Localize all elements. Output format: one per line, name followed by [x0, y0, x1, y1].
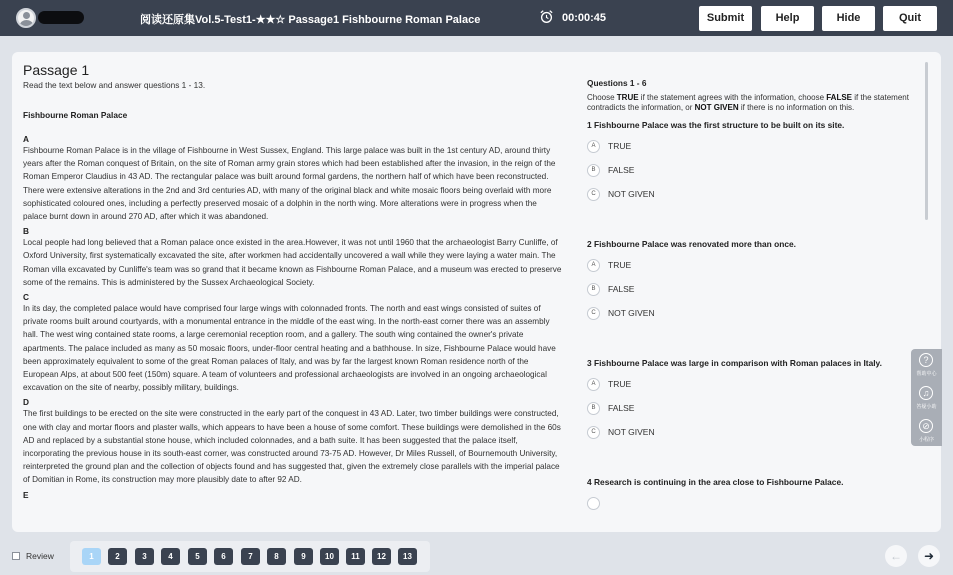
hide-button[interactable]: Hide [822, 6, 875, 31]
qa-assistant-tool[interactable] [911, 382, 942, 414]
option-not-given[interactable] [587, 186, 932, 202]
option-label: TRUE [608, 260, 632, 270]
question-nav-1[interactable]: 1 [82, 548, 101, 565]
question-nav-4[interactable]: 4 [161, 548, 180, 565]
option-label: TRUE [608, 141, 632, 151]
question-mark-icon: ? [919, 353, 933, 367]
tool-label: 小程序 [918, 437, 934, 443]
question-4 [587, 477, 932, 511]
option-letter[interactable]: C [587, 307, 600, 320]
question-1 [587, 120, 932, 202]
top-bar [0, 0, 953, 36]
option-letter[interactable]: C [587, 426, 600, 439]
question-text: 3 Fishbourne Palace was large in comparison with Roman palaces in Italy. [587, 358, 882, 368]
option-label: TRUE [608, 379, 632, 389]
timer-readout: 00:00:45 [562, 12, 607, 24]
option-letter[interactable]: A [587, 259, 600, 272]
scrollbar-thumb[interactable] [925, 62, 928, 220]
passage-title: Passage 1 [23, 62, 90, 78]
option-false[interactable] [587, 162, 932, 178]
headset-icon: ♫ [919, 386, 933, 400]
question-range: Questions 1 - 6 [587, 78, 647, 88]
section-paragraph: The first buildings to be erected on the site were constructed in the early part of the conquest in 43 AD. Later, two timber buildings were constructed, one with clay and mortar floors and plaster walls, which appears to have been a house of some comfort. These buildings were demolished in the 60s AD and replaced by a substantial stone house, which included colonnades, and a bath suite. It has been suggested that the palace itself, incorporating the previous house in its south-east corner, was constructed around 73-75 AD. However, Dr Miles Russell, of Bournemouth University, reinterpreted the ground plan and the collection of objects found and has suggested that, given the extremely close parallels with the imperial palace of Domitian in Rome, its construction may more plausibly date to after 92 AD. [23, 409, 561, 485]
mini-program-tool[interactable] [911, 415, 942, 447]
option-label: FALSE [608, 403, 635, 413]
review-label: Review [26, 551, 54, 561]
passage-panel[interactable] [23, 62, 563, 527]
question-nav-10[interactable]: 10 [320, 548, 339, 565]
section-letter: E [23, 489, 29, 500]
submit-button[interactable]: Submit [699, 6, 752, 31]
section-paragraph: Fishbourne Roman Palace is in the village of Fishbourne in West Sussex, England. This large palace was built in the 1st century AD, around thirty years after the Roman conquest of Britain, on the site of Roman army grain stores which had been established after the invasion, in the reign of the Roman Emperor Claudius in 43 AD. The rectangular palace was built around formal gardens, the northern half of which have been reconstructed. There were extensive alterations in the 2nd and 3rd centuries AD, with many of the original black and white mosaic floors being overlaid with more sophisticated coloured ones, including a perfectly preserved mosaic of a dolphin in the north wing. More alterations were in progress when the palace burnt down in around 270 AD, after which it was abandoned. [23, 146, 556, 222]
option-label: NOT GIVEN [608, 427, 655, 437]
link-icon: ⊘ [919, 419, 933, 433]
review-checkbox[interactable] [12, 552, 20, 560]
question-nav-9[interactable]: 9 [294, 548, 313, 565]
section-letter: B [23, 226, 29, 237]
option-letter[interactable]: A [587, 140, 600, 153]
previous-arrow-icon[interactable]: ← [885, 545, 907, 567]
option-true[interactable] [587, 257, 932, 273]
option-true[interactable] [587, 138, 932, 154]
main-panel [12, 52, 941, 532]
username-redacted [38, 11, 84, 24]
test-title: 阅读还原集Vol.5-Test1-★★☆ Passage1 Fishbourne Roman Palace [140, 14, 481, 26]
question-nav-8[interactable]: 8 [267, 548, 286, 565]
alarm-clock-icon [539, 9, 554, 24]
option-letter[interactable]: B [587, 164, 600, 177]
option-not-given[interactable] [587, 424, 932, 440]
section-letter: C [23, 292, 29, 303]
option-label: FALSE [608, 165, 635, 175]
option-label: FALSE [608, 284, 635, 294]
section-paragraph: In its day, the completed palace would have comprised four large wings with colonnaded fronts. The north and east wings consisted of suites of private rooms built around courtyards, with a monumental entrance in the middle of the east wing. In the north-east corner there was an assembly hall. The west wing contained state rooms, a large ceremonial reception room, and a gallery. The south wing contained the owner's private apartments. The palace included as many as 50 mosaic floors, under-floor central heating and a bathhouse. In size, Fishbourne Palace would have been approximately equivalent to some of the great Roman palaces of Italy, and was by far the largest known Roman residence north of the European Alps, at about 500 feet (150m) square. A team of volunteers and professional archaeologists are involved in an ongoing archaeological excavation on the site of nearby, possibly military, buildings. [23, 304, 556, 393]
option-true[interactable] [587, 376, 932, 392]
avatar-icon[interactable] [16, 8, 36, 28]
option-not-given[interactable] [587, 305, 932, 321]
question-nav-3[interactable]: 3 [135, 548, 154, 565]
option-letter[interactable]: B [587, 283, 600, 296]
question-text: 4 Research is continuing in the area close to Fishbourne Palace. [587, 477, 844, 487]
passage-instruction: Read the text below and answer questions 1 - 13. [23, 80, 206, 90]
help-center-tool[interactable] [911, 349, 942, 381]
side-tools-panel [911, 349, 942, 446]
tool-label: 答疑小助 [916, 404, 937, 410]
question-nav-6[interactable]: 6 [214, 548, 233, 565]
section-paragraph: Local people had long believed that a Roman palace once existed in the area.However, it was not until 1960 that the archaeologist Barry Cunliffe, of Oxford University, first systematically excavated the site, after workmen had accidentally uncovered a wall while they were laying a water main. The Roman villa excavated by Cunliffe's team was so grand that it became known as Fishbourne Roman Palace, and a museum was erected to preserve some of the remains. This is administered by the Sussex Archaeological Society. [23, 238, 562, 287]
tool-label: 帮助中心 [916, 371, 937, 377]
question-nav-11[interactable]: 11 [346, 548, 365, 565]
question-nav-7[interactable]: 7 [241, 548, 260, 565]
question-instruction: Choose TRUE if the statement agrees with the information, choose FALSE if the statement contradicts the information, or NOT GIVEN if there is no information on this. [587, 93, 909, 112]
question-3 [587, 358, 932, 440]
section-letter: A [23, 134, 29, 144]
option-letter[interactable]: B [587, 402, 600, 415]
question-nav-2[interactable]: 2 [108, 548, 127, 565]
option-false[interactable] [587, 400, 932, 416]
question-nav-12[interactable]: 12 [372, 548, 391, 565]
section-letter: D [23, 397, 29, 408]
question-nav-5[interactable]: 5 [188, 548, 207, 565]
option-false[interactable] [587, 281, 932, 297]
option-label: NOT GIVEN [608, 308, 655, 318]
question-nav-13[interactable]: 13 [398, 548, 417, 565]
option-letter[interactable]: A [587, 378, 600, 391]
next-arrow-icon[interactable]: ➜ [918, 545, 940, 567]
question-text: 1 Fishbourne Palace was the first structure to be built on its site. [587, 120, 845, 130]
question-navigator [70, 541, 430, 572]
question-2 [587, 239, 932, 321]
option-true[interactable] [587, 495, 932, 511]
option-letter[interactable]: C [587, 188, 600, 201]
passage-heading: Fishbourne Roman Palace [23, 110, 128, 120]
question-text: 2 Fishbourne Palace was renovated more than once. [587, 239, 796, 249]
review-toggle[interactable] [12, 551, 54, 561]
help-button[interactable]: Help [761, 6, 814, 31]
quit-button[interactable]: Quit [883, 6, 937, 31]
option-letter[interactable] [587, 497, 600, 510]
questions-panel[interactable] [587, 78, 932, 528]
option-label: NOT GIVEN [608, 189, 655, 199]
